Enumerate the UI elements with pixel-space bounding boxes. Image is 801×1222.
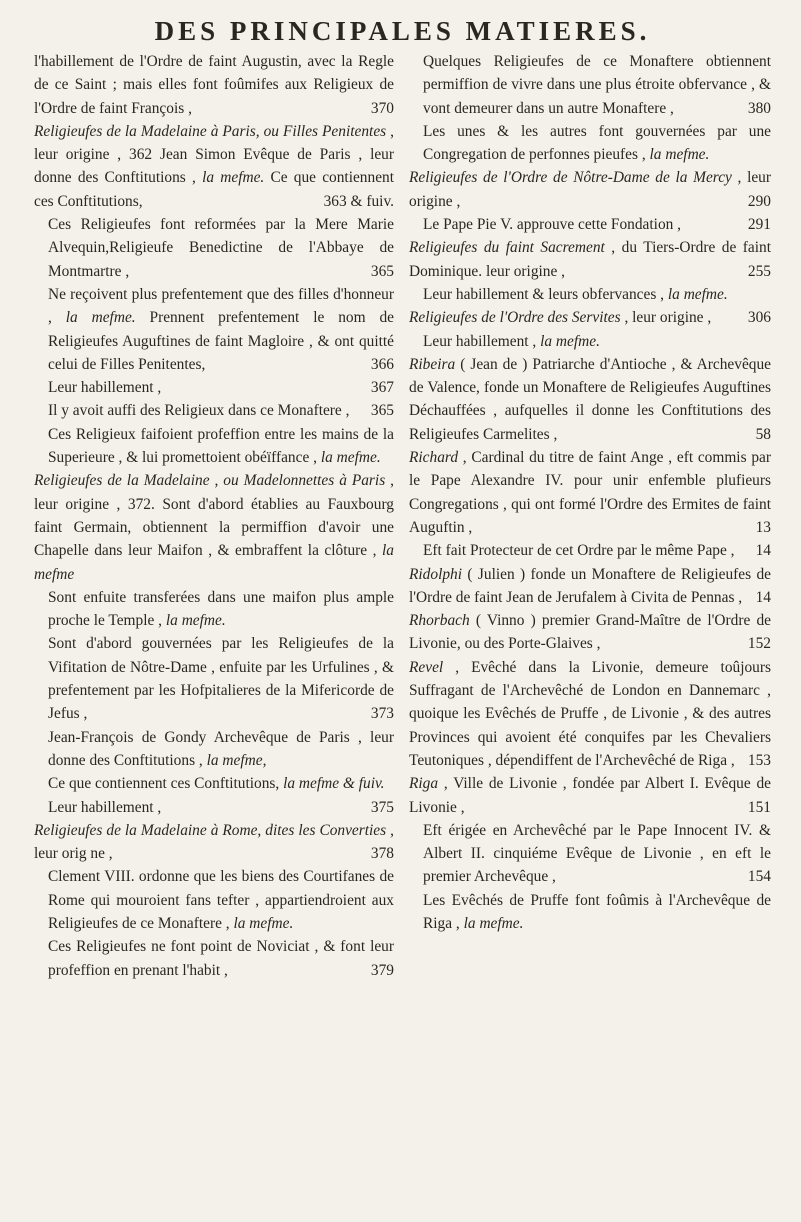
- entry-text: Les unes & les autres font gouvernées par une Congregation de perfonnes pieufes ,: [423, 122, 771, 164]
- page-number: 290: [747, 192, 771, 210]
- entry-text: Le Pape Pie V. approuve cette Fondation ,: [423, 216, 682, 234]
- index-entry: [409, 563, 771, 610]
- page-number: 154: [747, 868, 771, 886]
- entry-heading: Religieufes de l'Ordre de Nôtre-Dame de la Mercy: [409, 169, 738, 187]
- entry-heading: la mefme.: [649, 146, 710, 164]
- index-entry: [409, 236, 771, 283]
- entry-text: Ce que contiennent ces Conftitutions,: [48, 775, 284, 793]
- entry-text: Jean-François de Gondy Archevêque de Paris , leur donne des Conftitutions ,: [48, 728, 394, 769]
- page-number: 291: [747, 216, 771, 234]
- entry-heading: la mefme & fuiv.: [283, 775, 385, 793]
- entry-heading: la mefme.: [165, 612, 226, 630]
- page-number: 152: [747, 635, 771, 653]
- page-number: 366: [370, 355, 394, 373]
- index-entry: [34, 469, 394, 585]
- entry-text: Ces Religieufes font reformées par la Mere Marie Alvequin,Religieufe Benedictine de l'Abbaye de Montmartre ,: [48, 216, 394, 280]
- entry-text: Sont d'abord gouvernées par les Religieufes de la Vifitation de Nôtre-Dame , enfuite par les Urfulines , & prefentement par les Hofpitalieres de la Mifericorde de Jefus ,: [48, 635, 394, 723]
- entry-text: Prennent prefentement le nom de Religieufes Auguftines de faint Magloire , & ont quitté celui de Filles Penitentes,: [48, 309, 394, 373]
- page-number: 365: [370, 402, 394, 420]
- entry-heading: la mefme.: [65, 309, 150, 327]
- entry-text: ( Julien ) fonde un Monaftere de Religieufes de l'Ordre de faint Jean de Jerufalem à Civita de Pennas ,: [409, 565, 772, 606]
- running-header: DES PRINCIPALES MATIERES.: [154, 16, 651, 46]
- index-subentry: [423, 889, 771, 936]
- index-subentry: [48, 772, 394, 795]
- page-number: 367: [370, 379, 394, 397]
- entry-heading: la mefme.: [667, 285, 728, 303]
- entry-heading: la mefme.: [463, 914, 524, 932]
- entry-heading: Ridolphi: [409, 565, 468, 583]
- index-subentry: [48, 632, 394, 725]
- index-entry: [409, 772, 771, 819]
- page-number: 379: [370, 961, 394, 979]
- index-entry: [409, 609, 771, 656]
- entry-text: Sont d'abord établies au Fauxbourg faint Germain, obtiennent la permiffion d'avoir une Chapelle dans leur Maifon , & embraffent la clôture ,: [34, 495, 394, 560]
- entry-text: , leur origine ,: [409, 169, 772, 210]
- index-subentry: [423, 539, 771, 562]
- index-subentry: [48, 935, 394, 982]
- page-number: 363 & fuiv.: [323, 192, 394, 210]
- entry-text: , du Tiers-Ordre de faint Dominique. leur origine ,: [409, 239, 771, 280]
- index-subentry: [48, 796, 394, 819]
- entry-heading: Religieufes de la Madelaine à Paris, ou Filles Penitentes: [34, 122, 391, 140]
- entry-heading: Religieufes de la Madelaine , ou Madelonnettes à Paris: [34, 472, 391, 490]
- entry-heading: la mefme.: [320, 449, 381, 467]
- entry-text: Clement VIII. ordonne que les biens des Courtifanes de Rome qui mouroient fans tefter , appartiendroient aux Religieufes de ce Monaftere ,: [48, 868, 394, 932]
- page-number: 14: [755, 588, 771, 606]
- index-entry: [409, 656, 771, 772]
- index-entry: [34, 120, 394, 213]
- entry-heading: Religieufes de l'Ordre des Servites: [409, 309, 625, 327]
- entry-heading: Richard: [409, 449, 463, 467]
- entry-text: , leur origine ,: [34, 122, 394, 164]
- entry-text: Eft fait Protecteur de cet Ordre par le même Pape ,: [423, 542, 735, 560]
- entry-text: , Ville de Livonie , fondée par Albert I. Evêque de Livonie ,: [409, 775, 771, 816]
- index-subentry: [48, 865, 394, 935]
- index-subentry: [423, 283, 771, 306]
- entry-text: Sont enfuite transferées dans une maifon plus ample proche le Temple ,: [48, 588, 394, 630]
- entry-text: Ce que contiennent ces Conftitutions,: [34, 169, 395, 210]
- index-subentry: [48, 399, 394, 422]
- page-number: 365: [370, 262, 394, 280]
- entry-text: Ces Religieux faifoient profeffion entre les mains de la Superieure , & lui promettoient obéïffance ,: [48, 425, 394, 467]
- entry-text: Leur habillement & leurs obfervances ,: [423, 285, 668, 303]
- entry-text: Ces Religieufes ne font point de Noviciat , & font leur profeffion en prenant l'habit ,: [48, 938, 394, 979]
- entry-text: Quelques Religieufes de ce Monaftere obtiennent permiffion de vivre dans une plus étroite obfervance , & vont demeurer dans un autre Monaftere ,: [423, 53, 771, 117]
- entry-text: Ne reçoivent plus prefentement que des filles d'honneur ,: [48, 285, 394, 327]
- index-subentry: [48, 586, 394, 633]
- index-columns: [34, 50, 771, 982]
- entry-heading: la mefme,: [206, 751, 267, 769]
- page-number: 153: [747, 751, 771, 769]
- entry-text: l'habillement de l'Ordre de faint Augustin, avec la Regle de ce Saint ; mais elles font foûmifes aux Religieux de l'Ordre de faint François ,: [34, 53, 394, 117]
- page-number: 255: [747, 262, 771, 280]
- index-subentry: [423, 120, 771, 167]
- index-entry: [34, 50, 394, 120]
- index-subentry: [48, 423, 394, 470]
- entry-text: 362: [129, 146, 160, 164]
- entry-text: Leur habillement ,: [423, 332, 541, 350]
- page-number: 151: [747, 798, 771, 816]
- page-number: 375: [370, 798, 394, 816]
- index-entry: [34, 819, 394, 866]
- page-number: 14: [755, 542, 771, 560]
- entry-text: Leur habillement ,: [48, 798, 162, 816]
- page-number: 370: [370, 99, 394, 117]
- index-subentry: [423, 330, 771, 353]
- entry-text: , leur origine ,: [624, 309, 712, 327]
- page-number: 58: [755, 425, 771, 443]
- index-subentry: [423, 213, 771, 236]
- page-number: 373: [370, 705, 394, 723]
- entry-heading: la mefme: [34, 542, 394, 583]
- index-subentry: [48, 726, 394, 773]
- index-subentry: [48, 283, 394, 376]
- entry-text: ( Vinno ) premier Grand-Maître de l'Ordre de Livonie, ou des Porte-Glaives ,: [409, 612, 772, 653]
- entry-text: , Cardinal du titre de faint Ange , eft commis par le Pape Alexandre IV. pour unir enfemble plufieurs Congregations , qui ont formé l'Ordre des Ermites de faint Auguftin ,: [409, 449, 771, 536]
- entry-heading: la mefme.: [202, 169, 271, 187]
- index-entry: [409, 446, 771, 539]
- left-column: [34, 50, 394, 982]
- entry-heading: la mefme.: [233, 914, 294, 932]
- page-number: 306: [747, 309, 771, 327]
- entry-text: ( Jean de ) Patriarche d'Antioche , & Archevêque de Valence, fonde un Monaftere de Religieufes Auguftines Déchauffées , aufquelles il donne les Conftitutions des Religieufes Carmelites ,: [409, 355, 771, 443]
- entry-heading: Revel: [409, 658, 456, 676]
- page-number: 380: [747, 99, 771, 117]
- entry-text: Il y avoit auffi des Religieux dans ce Monaftere ,: [48, 402, 350, 420]
- entry-heading: Rhorbach: [409, 612, 476, 630]
- index-entry: [409, 353, 771, 446]
- entry-text: , Evêché dans la Livonie, demeure toûjours Suffragant de l'Archevêché de London en Dannemarc , quoique les Evêchés de Pruffe , de Livonie , & des autres Provinces qui avoient été conquifes par les Chevaliers Teutoniques , dépendiffent de l'Archevêché de Riga ,: [409, 658, 771, 769]
- index-subentry: [48, 213, 394, 283]
- page-number: 378: [370, 845, 394, 863]
- entry-text: Leur habillement ,: [48, 379, 162, 397]
- right-column: [409, 50, 771, 982]
- index-entry: [409, 306, 771, 329]
- index-entry: [409, 166, 771, 213]
- entry-text: Les Evêchés de Pruffe font foûmis à l'Archevêque de Riga ,: [423, 891, 771, 932]
- index-subentry: [48, 376, 394, 399]
- entry-heading: Religieufes du faint Sacrement: [409, 239, 612, 257]
- entry-text: 372.: [127, 495, 163, 513]
- index-subentry: [423, 819, 771, 889]
- entry-heading: la mefme.: [540, 332, 600, 350]
- index-subentry: [423, 50, 771, 120]
- entry-text: , leur origine ,: [34, 472, 394, 513]
- entry-heading: Riga: [409, 775, 444, 793]
- entry-text: , leur orig ne ,: [34, 821, 394, 863]
- page-number: 13: [755, 518, 771, 536]
- entry-text: Eft érigée en Archevêché par le Pape Innocent IV. & Albert II. cinquiéme Evêque de Livonie , en eft le premier Archevêque ,: [423, 821, 771, 886]
- entry-heading: Religieufes de la Madelaine à Rome, dites les Converties: [34, 821, 391, 839]
- entry-text: Jean Simon Evêque de Paris , leur donne des Conftitutions ,: [34, 146, 394, 187]
- entry-heading: Ribeira: [409, 355, 461, 373]
